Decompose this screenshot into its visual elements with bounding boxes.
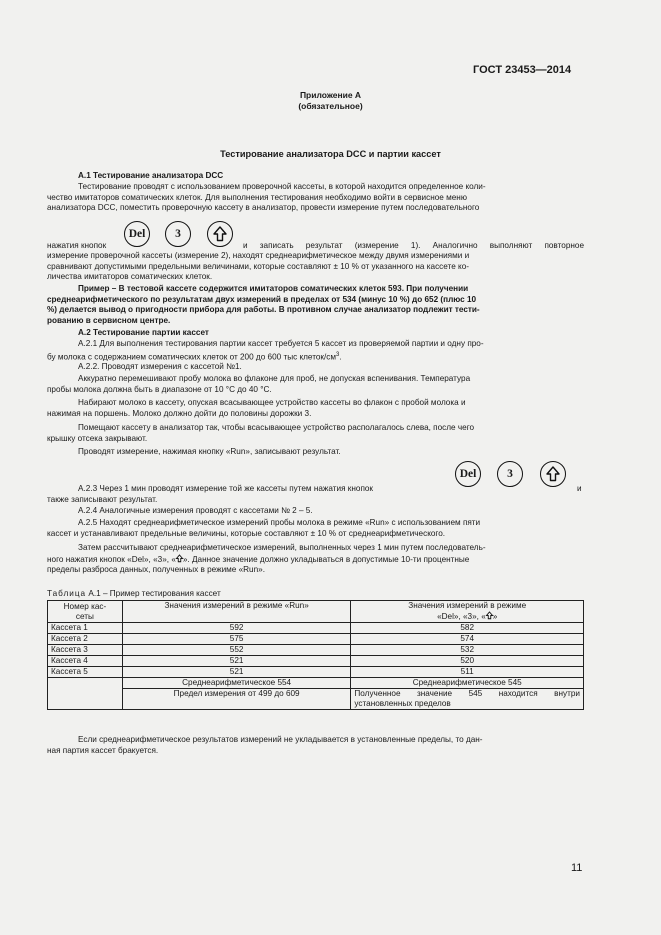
cell-line: установленных пределов — [354, 699, 451, 708]
cell-del: 574 — [351, 634, 584, 645]
text-line: %) делается вывод о пригодности прибора для работы. В противном случае анализатор подлежит тести- — [47, 305, 480, 315]
text-line: А.2.5 Находят среднеарифметическое измерений пробы молока в режиме «Run» с использованием пяти — [78, 518, 481, 527]
a2-paragraph-4 — [47, 398, 584, 419]
text-line: нажимая на поршень. Молоко должно дойти до половины дорожки 3. — [47, 408, 312, 418]
appendix-title: Приложение А — [299, 90, 362, 100]
superscript: 3 — [336, 351, 340, 358]
caption-word: Таблица — [47, 589, 87, 598]
section-title: Тестирование анализатора DCC и партии кассет — [220, 149, 441, 159]
cell-empty — [48, 678, 123, 710]
a1-example — [47, 284, 584, 326]
cell-del: 520 — [351, 656, 584, 667]
cell-cassette: Кассета 2 — [48, 634, 123, 645]
text-line: чество имитаторов соматических клеток. Для выполнения тестирования необходимо войти в сервисное меню — [47, 192, 467, 202]
a2-paragraph-10 — [47, 543, 584, 576]
header-del-values — [351, 601, 584, 623]
text-line: Пример – В тестовой кассете содержится имитаторов соматических клеток 593. При получении — [78, 284, 469, 293]
shift-arrow-icon — [207, 221, 233, 247]
text-line: кассет и устанавливают предельные величины, которые составляют ± 10 % от среднеарифметического. — [47, 528, 446, 538]
cell-line: Полученное значение 545 находится внутри — [354, 689, 580, 698]
header-run-values: Значения измерений в режиме «Run» — [122, 601, 351, 623]
cell-limit-run: Предел измерения от 499 до 609 — [122, 689, 351, 710]
a2-paragraph-7-and: и — [577, 484, 582, 493]
a1-paragraph-1 — [47, 182, 584, 214]
a2-paragraph-1 — [47, 339, 584, 363]
text-line: А.2.1 Для выполнения тестирования партии кассет требуется 5 кассет из проверяемой партии и одну про- — [78, 339, 484, 348]
table-row — [48, 623, 584, 634]
table-caption — [47, 589, 221, 598]
cell-avg-del: Среднеарифметическое 545 — [351, 678, 584, 689]
header-line: Номер кас- — [63, 601, 107, 611]
text-line: Если среднеарифметическое результатов измерений не укладывается в установленные пределы, то дан- — [78, 735, 483, 744]
cell-cassette: Кассета 1 — [48, 623, 123, 634]
table-row — [48, 645, 584, 656]
header-line: » — [492, 612, 498, 621]
cell-avg-run: Среднеарифметическое 554 — [122, 678, 351, 689]
text-line: . — [339, 352, 342, 362]
text-line: Затем рассчитывают среднеарифметическое измерений, выполненных через 1 мин путем последователь- — [78, 543, 486, 552]
text-line: Набирают молоко в кассету, опуская всасывающее устройство кассеты во флакон с пробой молока и — [78, 398, 466, 407]
three-key-label: 3 — [507, 468, 513, 480]
del-key-label: Del — [128, 228, 146, 240]
header-cassette-number — [48, 601, 123, 623]
table-header-row — [48, 601, 584, 623]
text-line: ». Данное значение должно укладываться в допустимые 10-ти процентные — [182, 554, 470, 564]
text-line: ного нажатия кнопок «Del», «3», « — [47, 554, 176, 564]
text-line: среднеарифметического по результатам двух измерений в пределах от 534 (минус 10 %) до 652 (плюс 10 — [47, 294, 477, 304]
text-line: рованию в сервисном центре. — [47, 315, 171, 325]
cell-run: 592 — [122, 623, 351, 634]
text-line: Аккуратно перемешивают пробу молока во флаконе для проб, не допуская вспенивания. Температура — [78, 374, 471, 383]
three-key-label: 3 — [175, 228, 181, 240]
a1-after-keys: и записать результат (измерение 1). Аналогично выполняют повторное — [243, 241, 584, 250]
text-line: Тестирование проводят с использованием проверочной кассеты, в которой находится определенное коли- — [78, 182, 486, 191]
a2-paragraph-7: А.2.3 Через 1 мин проводят измерение той же кассеты путем нажатия кнопок — [78, 484, 374, 493]
cell-limit-del — [351, 689, 584, 710]
header-line: «Del», «3», « — [437, 612, 486, 621]
a2-paragraph-7-line2: также записывают результат. — [47, 495, 158, 504]
three-key-2 — [497, 461, 523, 487]
a2-heading: А.2 Тестирование партии кассет — [78, 328, 209, 337]
a2-paragraph-9 — [47, 518, 584, 539]
header-line: Значения измерений в режиме — [408, 601, 527, 610]
text-line: ная партия кассет бракуется. — [47, 745, 159, 755]
del-key — [124, 221, 150, 247]
text-line: сравнивают допустимыми предельными величинами, которые составляют ± 10 % от указанного на кассете ко- — [47, 261, 469, 271]
a1-before-keys: нажатия кнопок — [47, 241, 107, 250]
table-row — [48, 656, 584, 667]
cell-cassette: Кассета 3 — [48, 645, 123, 656]
text-line: пробы молока должна быть в диапазоне от 10 °С до 40 °С. — [47, 384, 272, 394]
cell-del: 511 — [351, 667, 584, 678]
a2-paragraph-2: А.2.2. Проводят измерения с кассетой №1. — [78, 362, 242, 371]
cell-run: 575 — [122, 634, 351, 645]
text-line: бу молока с содержанием соматических клеток от 200 до 600 тыс клеток/см — [47, 352, 336, 362]
three-key — [165, 221, 191, 247]
table-average-row — [48, 678, 584, 689]
standard-number: ГОСТ 23453—2014 — [473, 64, 572, 76]
results-table — [47, 600, 584, 710]
cell-del: 582 — [351, 623, 584, 634]
text-line: Помещают кассету в анализатор так, чтобы всасывающее устройство располагалось слева, после чего — [78, 423, 475, 432]
table-row — [48, 667, 584, 678]
table-limit-row — [48, 689, 584, 710]
a2-paragraph-6: Проводят измерение, нажимая кнопку «Run», записывают результат. — [78, 447, 341, 456]
cell-cassette: Кассета 5 — [48, 667, 123, 678]
cell-del: 532 — [351, 645, 584, 656]
a2-paragraph-5 — [47, 423, 584, 444]
cell-run: 521 — [122, 667, 351, 678]
caption-text: А.1 – Пример тестирования кассет — [88, 589, 221, 598]
text-line: анализатора DCC, поместить проверочную кассету в анализатор, провести измерение путем последовательного — [47, 203, 480, 213]
del-key-label: Del — [459, 468, 477, 480]
del-key-2 — [455, 461, 481, 487]
a2-paragraph-8: А.2.4 Аналогичные измерения проводят с кассетами № 2 – 5. — [78, 506, 313, 515]
table-row — [48, 634, 584, 645]
text-line: пределы разброса данных, полученных в режиме «Run». — [47, 565, 265, 575]
shift-arrow-icon — [486, 611, 493, 620]
page-number: 11 — [571, 862, 583, 874]
a1-heading: А.1 Тестирование анализатора DCC — [78, 171, 224, 180]
appendix-subtitle: (обязательное) — [298, 101, 363, 111]
cell-cassette: Кассета 4 — [48, 656, 123, 667]
text-line: измерение проверочной кассеты (измерение 2), находят среднеарифметическое между двумя измерениями и — [47, 251, 470, 260]
final-paragraph — [47, 735, 584, 756]
cell-run: 521 — [122, 656, 351, 667]
shift-arrow-icon — [176, 554, 183, 563]
shift-arrow-icon — [540, 461, 566, 487]
text-line: личества имитаторов соматических клеток. — [47, 272, 213, 282]
text-line: крышку отсека закрывают. — [47, 433, 148, 443]
a1-paragraph-1-rest — [47, 251, 584, 283]
header-line: сеты — [75, 611, 94, 621]
cell-run: 552 — [122, 645, 351, 656]
a2-paragraph-3 — [47, 374, 584, 395]
